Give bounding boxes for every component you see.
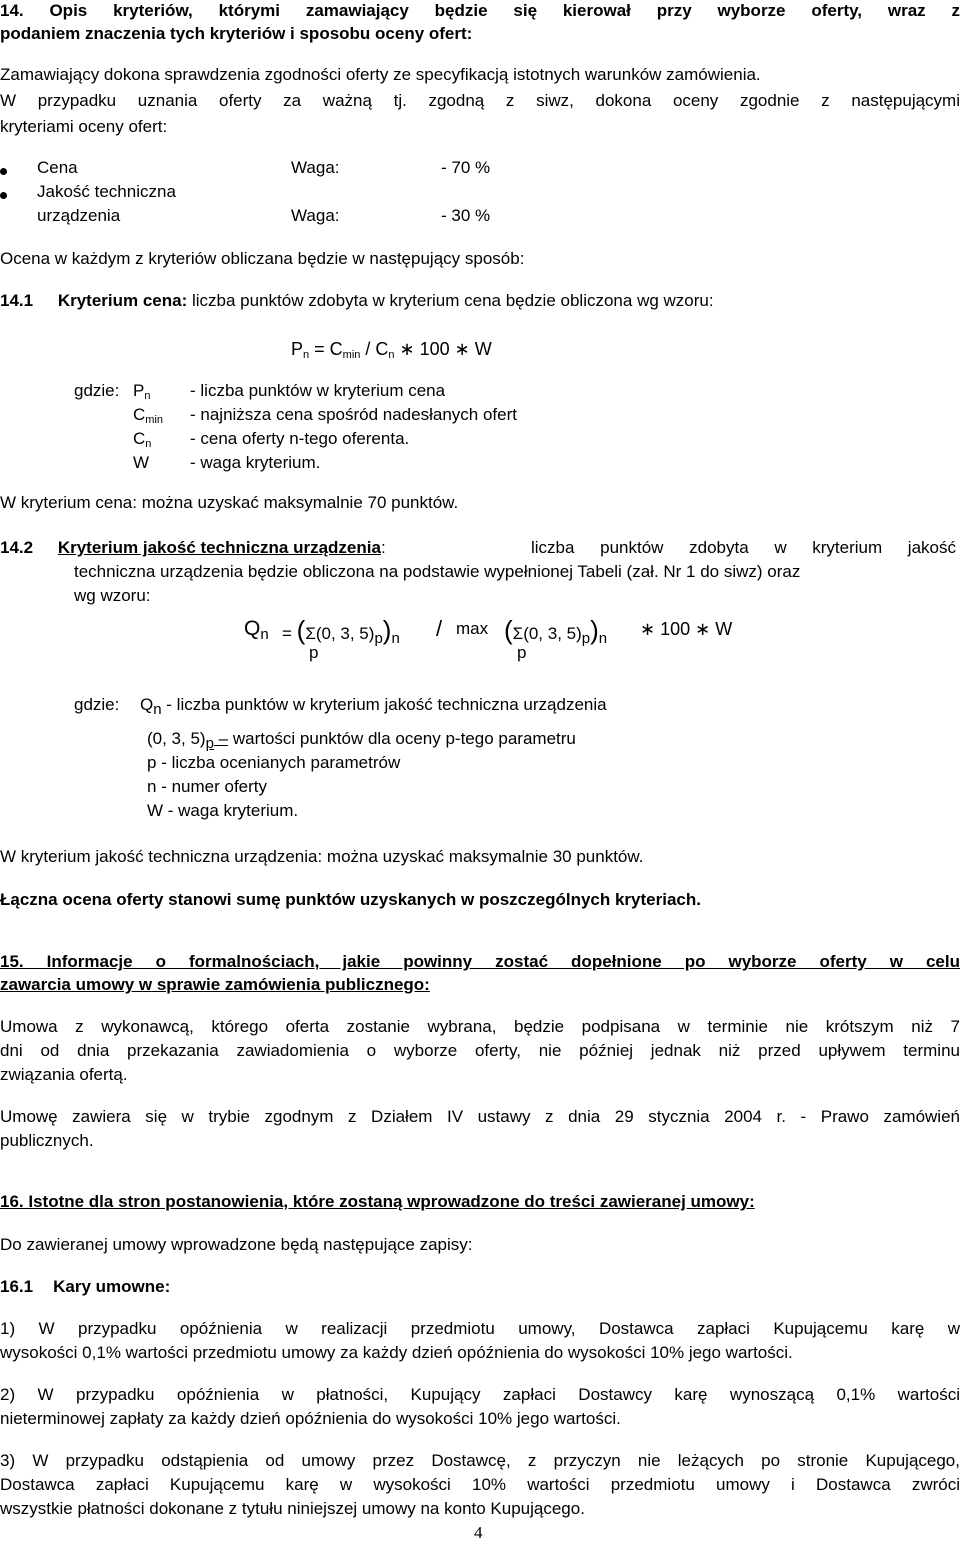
subsection-14-2-line3: wg wzoru: <box>74 586 151 605</box>
legend-symbol: W <box>133 453 150 472</box>
formula-symbol: C <box>329 339 343 359</box>
legend-desc: - cena oferty n-tego oferenta. <box>190 429 410 448</box>
subsection-desc: liczba punktów zdobyta w kryterium cena będzie obliczona wg wzoru: <box>192 291 714 310</box>
section-14-heading-line2: podaniem znaczenia tych kryteriów i sposobu oceny ofert: <box>0 24 473 43</box>
formula-quality-denominator: (Σ(0, 3, 5)p)n <box>504 615 608 647</box>
section-14-heading-line1: 14. Opis kryteriów, którymi zamawiający będzie się kierował przy wyborze oferty, wraz z <box>0 1 960 20</box>
method-line: Ocena w każdym z kryteriów obliczana będzie w następujący sposób: <box>0 249 525 268</box>
penalty-3-line3: wszystkie płatności dokonane z tytułu niniejszej umowy na konto Kupującego. <box>0 1499 585 1518</box>
subsection-number: 14.1 <box>0 291 34 310</box>
formula-equals: = <box>309 339 330 359</box>
max-points-line: W kryterium cena: można uzyskać maksymalnie 70 punktów. <box>0 493 459 512</box>
total-score-note: Łączna ocena oferty stanowi sumę punktów uzyskanych w poszczególnych kryteriach. <box>0 890 701 909</box>
legend-item: W - waga kryterium. <box>147 801 299 820</box>
legend-item: n - numer oferty <box>147 777 268 796</box>
criterion-weight-label: Waga: <box>291 206 340 225</box>
formula-multiplier: ∗ 100 ∗ W <box>394 339 492 359</box>
formula-slash: / <box>360 339 376 359</box>
penalty-2-line2: nieterminowej zapłaty za każdy dzień opóźnienia do wysokości 10% jego wartości. <box>0 1409 621 1428</box>
penalty-3-line2: Dostawca zapłaci Kupującemu karę w wysokości 10% wartości przedmiotu umowy i Dostawca zwróci <box>0 1475 960 1494</box>
criterion-weight: - 30 % <box>441 206 491 225</box>
subsection-14-2-line2: techniczna urządzenia będzie obliczona na podstawie wypełnionej Tabeli (zał. Nr 1 do siwz) oraz <box>74 562 801 581</box>
formula-subscript: n <box>303 349 310 361</box>
s15-p1-line1: Umowa z wykonawcą, którego oferta zostanie wybrana, będzie podpisana w terminie nie krótszym niż 7 <box>0 1017 960 1036</box>
formula-slash: / <box>436 616 443 641</box>
page-number: 4 <box>474 1523 483 1542</box>
section-16-heading: 16. Istotne dla stron postanowienia, które zostaną wprowadzone do treści zawieranej umowy: <box>0 1192 755 1211</box>
bullet-icon <box>0 183 7 205</box>
subsection-14-2-line1: 14.2 Kryterium jakość techniczna urządzenia: <box>0 538 386 557</box>
formula-subscript: min <box>342 349 361 361</box>
legend-q: Qn - liczba punktów w kryterium jakość techniczna urządzenia <box>140 695 607 718</box>
s15-p1-line3: związania ofertą. <box>0 1065 128 1084</box>
legend-symbol: $C_{min}$ <box>133 405 164 426</box>
bullet-icon <box>0 159 7 181</box>
s15-p2-line1: Umowę zawiera się w trybie zgodnym z Działem IV ustawy z dnia 29 stycznia 2004 r. - Prawo zamówień <box>0 1107 960 1126</box>
subsection-14-1-line <box>0 290 714 312</box>
formula-symbol: C <box>375 339 389 359</box>
formula-symbol: P <box>291 339 304 359</box>
legend-desc: - liczba punktów w kryterium cena <box>190 381 446 400</box>
penalty-3-line1: 3) W przypadku odstąpienia od umowy przez Dostawcę, z przyczyn nie leżących po stronie Kupującego, <box>0 1451 960 1470</box>
legend-item: (0, 3, 5)p – wartości punktów dla oceny p-tego parametru <box>147 729 576 752</box>
section-15-heading-line2: zawarcia umowy w sprawie zamówienia publicznego: <box>0 975 430 994</box>
intro-line1: Zamawiający dokona sprawdzenia zgodności oferty ze specyfikacją istotnych warunków zamówienia. <box>0 65 761 84</box>
penalty-2-line1: 2) W przypadku opóźnienia w płatności, Kupujący zapłaci Dostawcy karę wynoszącą 0,1% wartości <box>0 1385 960 1404</box>
subsection-number: 14.2 <box>0 538 34 557</box>
formula-quality: Qn <box>244 617 269 643</box>
formula-sum-index: p <box>517 643 527 662</box>
legend-desc: - najniższa cena spośród nadesłanych ofert <box>190 405 517 424</box>
criterion-weight: - 70 % <box>441 158 491 177</box>
formula-quality-body: = (Σ(0, 3, 5)p)n <box>282 615 400 647</box>
subsection-16-1: 16.1 Kary umowne: <box>0 1277 171 1296</box>
intro-line2: W przypadku uznania oferty za ważną tj. zgodną z siwz, dokona oceny zgodnie z następującymi <box>0 91 960 110</box>
subsection-title: Kryterium cena: <box>57 291 188 310</box>
formula-price <box>291 338 492 366</box>
formula-max: max <box>456 619 489 638</box>
s15-p1-line2: dni od dnia przekazania zawiadomienia o wyborze oferty, nie później jednak niż przed upływem terminu <box>0 1041 960 1060</box>
s15-p2-line2: publicznych. <box>0 1131 94 1150</box>
where-label: gdzie: <box>74 695 120 714</box>
criterion-name: Jakość techniczna <box>37 182 176 201</box>
criterion-name-cont: urządzenia <box>37 206 121 225</box>
where-label: gdzie: <box>74 381 120 400</box>
legend-desc: - waga kryterium. <box>190 453 321 472</box>
intro-line3: kryteriami oceny ofert: <box>0 117 168 136</box>
legend-symbol: $P_n$ <box>133 381 151 402</box>
subsection-title: Kryterium jakość techniczna urządzenia <box>57 538 381 557</box>
section-15-heading-line1: 15. Informacje o formalnościach, jakie powinny zostać dopełnione po wyborze oferty w celu <box>0 952 960 971</box>
penalty-1-line1: 1) W przypadku opóźnienia w realizacji przedmiotu umowy, Dostawca zapłaci Kupującemu karę w <box>0 1319 960 1338</box>
formula-multiplier: ∗ 100 ∗ W <box>640 619 733 639</box>
penalty-1-line2: wysokości 0,1% wartości przedmiotu umowy za każdy dzień opóźnienia do wysokości 10% jego wartości. <box>0 1343 793 1362</box>
legend-symbol: $C_n$ <box>133 429 152 450</box>
s16-intro: Do zawieranej umowy wprowadzone będą następujące zapisy: <box>0 1235 473 1254</box>
max-points-line: W kryterium jakość techniczna urządzenia: można uzyskać maksymalnie 30 punktów. <box>0 847 644 866</box>
legend-item: p - liczba ocenianych parametrów <box>147 753 401 772</box>
criterion-name: Cena <box>37 158 78 177</box>
formula-sum-index: p <box>309 643 319 662</box>
criterion-weight-label: Waga: <box>291 158 340 177</box>
subsection-desc: liczba punktów zdobyta w kryterium jakość <box>531 538 956 557</box>
formula-subscript: n <box>388 349 395 361</box>
